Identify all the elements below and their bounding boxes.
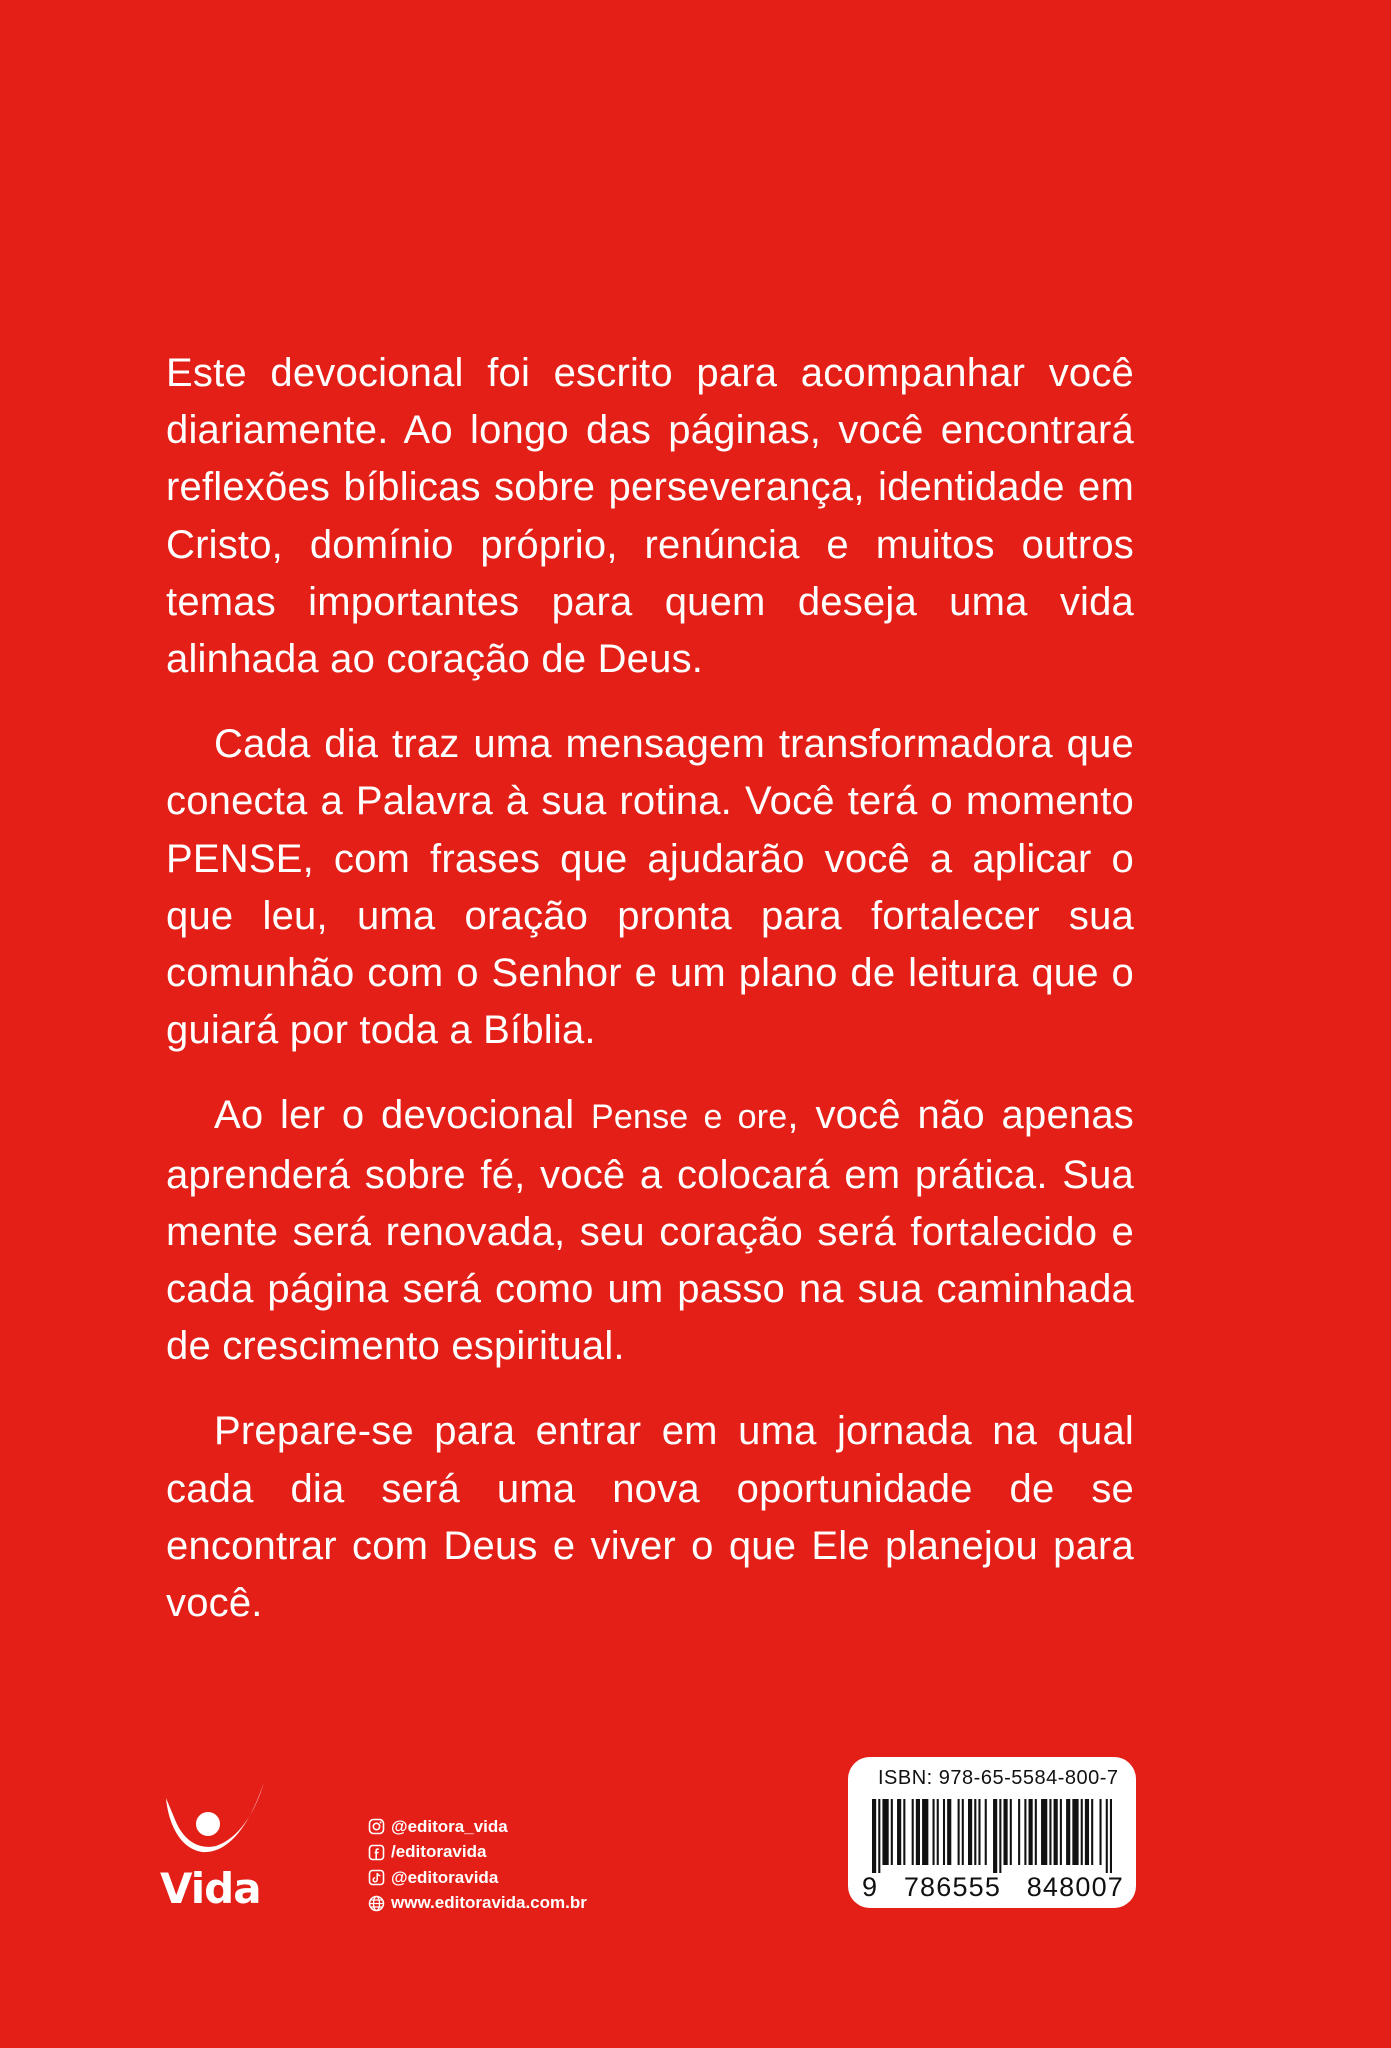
barcode-bar — [1010, 1799, 1012, 1865]
barcode-digits — [862, 1872, 1124, 1903]
barcode-digit-first: 9 — [862, 1872, 879, 1902]
barcode-bar — [1072, 1799, 1078, 1865]
social-facebook[interactable] — [368, 1840, 608, 1865]
barcode-bar — [1049, 1799, 1051, 1865]
barcode-bar — [916, 1799, 920, 1865]
barcode-bar — [1060, 1799, 1062, 1865]
instagram-handle: @editora_vida — [391, 1816, 508, 1836]
barcode-bar — [878, 1799, 880, 1873]
barcode-bar — [922, 1799, 928, 1865]
barcode-bar — [1085, 1799, 1089, 1865]
social-links — [368, 1814, 608, 1916]
vida-swoosh-icon — [160, 1780, 270, 1870]
barcode-bar — [968, 1799, 972, 1865]
facebook-icon — [368, 1844, 385, 1861]
paragraph-1: Este devocional foi escrito para acompanhar você diariamente. Ao longo das páginas, você encontrará reflexões bíblicas sobre perseverança, identidade em Cristo, domínio próprio, renúncia e muitos outros temas importantes para quem deseja uma vida alinhada ao coração de Deus. — [166, 351, 1134, 682]
barcode-bar — [912, 1799, 914, 1865]
barcode-bar — [872, 1799, 876, 1873]
barcode-bar — [937, 1799, 939, 1865]
tiktok-icon — [368, 1869, 385, 1886]
book-title-mention: Pense e ore — [591, 1098, 788, 1137]
barcode-bar — [882, 1799, 888, 1865]
barcode-bar — [1029, 1799, 1033, 1865]
tiktok-handle: @editoravida — [391, 1867, 499, 1887]
barcode-bar — [1066, 1799, 1070, 1865]
facebook-handle: /editoravida — [391, 1842, 487, 1861]
website-url: www.editoravida.com.br — [391, 1893, 587, 1912]
barcode-digits-left: 786555 — [903, 1872, 1002, 1902]
social-instagram[interactable] — [368, 1814, 608, 1839]
barcode-bar — [958, 1799, 960, 1865]
paragraph-3-lead: Ao ler o devocional — [214, 1093, 592, 1138]
paragraph-3-rest: , você não apenas aprenderá sobre fé, você a colocará em prática. Sua mente será renovada, seu coração será fortalecido e cada página será como um passo na sua caminhada de crescimento espiritual. — [166, 1093, 1134, 1369]
barcode-bar — [1099, 1799, 1101, 1865]
barcode-bar — [1041, 1799, 1047, 1865]
barcode-bar — [903, 1799, 905, 1865]
barcode-bar — [993, 1799, 997, 1873]
barcode-bar — [1110, 1799, 1112, 1873]
paragraph-2: Cada dia traz uma mensagem transformadora que conecta a Palavra à sua rotina. Você terá o momento PENSE, com frases que ajudarão você a aplicar o que leu, uma oração pronta para fortalecer sua comunhão com o Senhor e um plano de leitura que o guiará por toda a Bíblia. — [166, 722, 1134, 1053]
paragraph-4: Prepare-se para entrar em uma jornada na qual cada dia será uma nova oportunidade de se encontrar com Deus e viver o que Ele planejou para você. — [166, 1409, 1134, 1626]
barcode-bar — [933, 1799, 935, 1865]
barcode-bar — [943, 1799, 945, 1865]
barcode-bar — [891, 1799, 893, 1865]
barcode-bar — [999, 1799, 1001, 1873]
barcode-bar — [1054, 1799, 1058, 1865]
isbn-barcode-box — [848, 1757, 1136, 1908]
barcode-bar — [947, 1799, 951, 1865]
barcode-bar — [1024, 1799, 1026, 1865]
globe-icon — [368, 1895, 385, 1912]
barcode-bar — [1091, 1799, 1093, 1865]
barcode-bar — [1081, 1799, 1083, 1865]
back-cover-text — [166, 345, 1134, 1660]
barcode-digits-right: 848007 — [1026, 1872, 1124, 1902]
barcode-bar — [985, 1799, 987, 1865]
barcode-bar — [897, 1799, 901, 1865]
publisher-logo — [160, 1780, 270, 1915]
instagram-icon — [368, 1818, 385, 1835]
barcode-bar — [962, 1799, 964, 1865]
barcode-bar — [1106, 1799, 1108, 1873]
barcode-bar — [978, 1799, 980, 1865]
barcode-bar — [1018, 1799, 1020, 1865]
barcode-bar — [974, 1799, 976, 1865]
isbn-label: ISBN: 978-65-5584-800-7 — [878, 1767, 1119, 1789]
paragraph-3 — [166, 1087, 1134, 1375]
barcode-bar — [1003, 1799, 1007, 1865]
barcode — [872, 1799, 1112, 1873]
publisher-name: Vida — [160, 1864, 261, 1913]
social-tiktok[interactable] — [368, 1865, 608, 1890]
social-website[interactable] — [368, 1891, 608, 1916]
barcode-bar — [1035, 1799, 1037, 1865]
